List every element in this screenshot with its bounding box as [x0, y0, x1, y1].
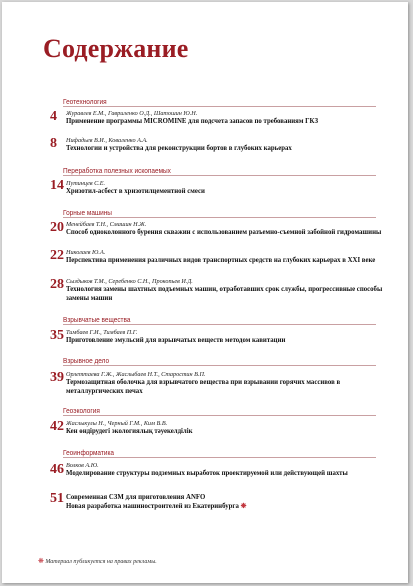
article-title: Технология замены шахтных подъемных машин, отработавших срок службы, прогрессивные способы замены машин [66, 286, 383, 302]
article-page-number: 14 [50, 178, 64, 193]
article-page-number: 46 [50, 462, 64, 477]
section-divider [63, 457, 376, 458]
article-page-number: 35 [50, 328, 64, 343]
article-title: Термозащитная оболочка для взрывчатого вещества при взрывании горячих массивов в металлургических печах [66, 379, 341, 395]
page-title: Содержание [43, 34, 189, 63]
article-title: Технологии и устройства для реконструкции бортов в глубоких карьерах [66, 145, 292, 152]
article-title: Хризотил-асбест в хризотилцементной смеси [66, 188, 205, 195]
contents-page [2, 2, 408, 583]
article-title: Моделирование структуры подземных выработок проектируемой или действующей шахты [66, 470, 348, 477]
article-authors: Николаев Ю.А. [66, 249, 106, 256]
article-authors: Путинцев С.Е. [66, 180, 106, 187]
article-authors: Орлеттаева Г.Ж., Жаслыбаев Н.Т., Старостин В.П. [66, 371, 206, 378]
article-authors: Волков А.Ю. [66, 462, 99, 469]
section-header: Горные машины [63, 208, 112, 217]
section-header: Взрывчатые вещества [63, 315, 131, 324]
article-page-number: 39 [50, 370, 64, 385]
section-divider [63, 217, 376, 218]
section-divider [63, 415, 376, 416]
footnote [38, 557, 157, 565]
section-header: Взрывное дело [63, 356, 110, 365]
section-header: Геоэкология [63, 406, 100, 415]
article-page-number: 4 [50, 109, 57, 124]
section-divider [63, 175, 376, 176]
footnote-text: Материал публикуется на правах рекламы. [45, 559, 157, 565]
advertising-mark-icon: ❋ [240, 502, 247, 510]
section-header: Переработка полезных ископаемых [63, 166, 171, 175]
article-title-second-line [66, 502, 386, 511]
section-divider [63, 365, 376, 366]
advertising-mark-icon: ❋ [38, 557, 44, 565]
article-title: Кен өндірудегі экологиялық тәуекелділік [66, 428, 193, 435]
article-title: Современная СЗМ для приготовления ANFO [66, 494, 206, 501]
article-page-number: 51 [50, 491, 64, 506]
article-title: Приготовление эмульсий для взрывчатых веществ методом кавитации [66, 337, 286, 344]
article-page-number: 20 [50, 220, 64, 235]
article-page-number: 28 [50, 277, 64, 292]
section-header: Геоинформатика [63, 448, 115, 457]
section-divider [63, 106, 376, 107]
article-title: Применение программы MICROMINE для подсчета запасов по требованиям ГКЗ [66, 118, 319, 125]
article-page-number: 8 [50, 136, 57, 151]
article-authors: Тимбаев Г.И., Тимбаев П.Г. [66, 329, 138, 336]
article-authors: Жаслыкулы Н., Черный Г.М., Ким В.В. [66, 420, 168, 427]
section-divider [63, 324, 376, 325]
article-title-2: Новая разработка машиностроителей из Екатеринбурга [66, 503, 239, 510]
article-title: Способ одноколонного бурения скважин с использованием разъемно-съемной забойной гидромашины [66, 229, 382, 236]
article-title: Перспектива применения различных видов транспортных средств на глубоких карьерах в XXI веке [66, 257, 376, 264]
article-authors: Сыздыков Т.М., Серебенко С.Н., Прокопьев И.Д. [66, 278, 193, 285]
section-header: Геотехнология [63, 97, 107, 106]
article-authors: Менейбаев Т.Н., Смашин Н.Ж. [66, 221, 147, 228]
article-page-number: 22 [50, 248, 64, 263]
article-authors: Нифадьев В.И., Коваленко А.А. [66, 137, 148, 144]
article-authors: Журавлев Е.М., Гавриленко О.Д., Шатошин Ю.Н. [66, 110, 198, 117]
article-page-number: 42 [50, 419, 64, 434]
